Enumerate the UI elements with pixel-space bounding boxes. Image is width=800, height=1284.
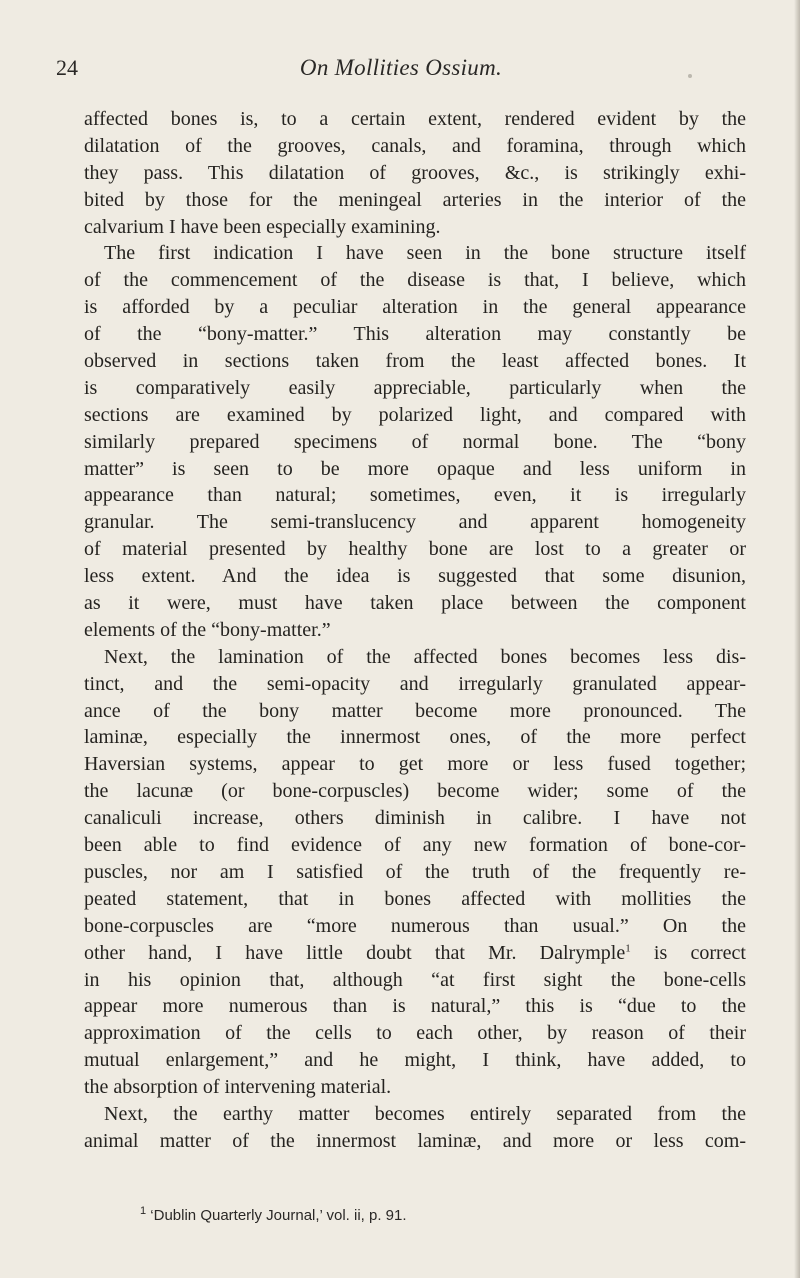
footnote-reference: 1 <box>625 941 631 954</box>
text-line: laminæ, especially the innermost ones, of the more perfect <box>84 726 746 749</box>
footnote <box>140 1206 700 1226</box>
text-line: observed in sections taken from the least affected bones. It <box>84 350 746 373</box>
text-line: the absorption of intervening material. <box>84 1076 392 1099</box>
text-line: Next, the lamination of the affected bones becomes less dis- <box>104 645 746 668</box>
text-line: the lacunæ (or bone-corpuscles) become wider; some of the <box>84 780 746 803</box>
text-line: appearance than natural; sometimes, even, it is irregularly <box>84 484 746 507</box>
running-head <box>56 54 746 90</box>
text-line: as it were, must have taken place between the component <box>84 592 746 615</box>
text-line: appear more numerous than is natural,” this is “due to the <box>84 995 746 1018</box>
text-line: is comparatively easily appreciable, particularly when the <box>84 376 746 399</box>
text-line: bited by those for the meningeal arteries in the interior of the <box>84 188 746 211</box>
text-line: affected bones is, to a certain extent, rendered evident by the <box>84 108 746 130</box>
text-line: calvarium I have been especially examining. <box>84 215 441 238</box>
text-line: bone-corpuscles are “more numerous than usual.” On the <box>84 914 746 937</box>
text-line: mutual enlargement,” and he might, I think, have added, to <box>84 1049 746 1072</box>
text-line: approximation of the cells to each other, by reason of their <box>84 1022 746 1045</box>
text-line: The first indication I have seen in the bone structure itself <box>104 242 746 265</box>
running-title: On Mollities Ossium. <box>299 55 503 80</box>
text-line: ance of the bony matter become more pronounced. The <box>84 699 746 722</box>
text-line: similarly prepared specimens of normal bone. The “bony <box>84 430 746 453</box>
text-line: of the “bony-matter.” This alteration may constantly be <box>84 323 746 346</box>
text-line: canaliculi increase, others diminish in calibre. I have not <box>84 807 746 830</box>
text-line-start: other hand, I have little doubt that Mr. Dalrymple <box>84 941 626 964</box>
text-line: Haversian systems, appear to get more or less fused together; <box>84 753 746 776</box>
text-line: been able to find evidence of any new formation of bone-cor- <box>84 834 746 857</box>
text-line: in his opinion that, although “at first sight the bone-cells <box>84 968 746 991</box>
text-line: elements of the “bony-matter.” <box>84 618 331 641</box>
paper-speck <box>688 74 692 78</box>
text-line: granular. The semi-translucency and apparent homogeneity <box>84 511 746 534</box>
text-line: dilatation of the grooves, canals, and foramina, through which <box>84 134 746 157</box>
text-line: of the commencement of the disease is that, I believe, which <box>84 269 746 292</box>
text-line: of material presented by healthy bone are lost to a greater or <box>84 538 746 561</box>
text-line: sections are examined by polarized light, and compared with <box>84 403 746 426</box>
text-line: they pass. This dilatation of grooves, &c., is strikingly exhi- <box>84 161 746 184</box>
text-line: less extent. And the idea is suggested that some disunion, <box>84 565 746 588</box>
text-line: Next, the earthy matter becomes entirely separated from the <box>104 1102 746 1125</box>
text-line-end: is correct <box>630 941 746 964</box>
page-bottom-margin <box>0 1278 800 1284</box>
footnote-marker: 1 <box>140 1205 147 1217</box>
text-line-with-footnote-ref <box>84 940 746 967</box>
text-line: matter” is seen to be more opaque and less uniform in <box>84 457 746 480</box>
footnote-text: ‘Dublin Quarterly Journal,’ vol. ii, p. 91. <box>150 1207 407 1224</box>
body-text <box>84 106 746 1155</box>
text-line: peated statement, that in bones affected with mollities the <box>84 887 746 910</box>
page-edge-shadow <box>794 0 800 1284</box>
text-line: animal matter of the innermost laminæ, and more or less com- <box>84 1129 746 1152</box>
page-number: 24 <box>56 55 78 80</box>
text-line: puscles, nor am I satisfied of the truth of the frequently re- <box>84 860 746 883</box>
text-line: is afforded by a peculiar alteration in the general appearance <box>84 296 746 319</box>
text-line: tinct, and the semi-opacity and irregularly granulated appear- <box>84 672 746 695</box>
